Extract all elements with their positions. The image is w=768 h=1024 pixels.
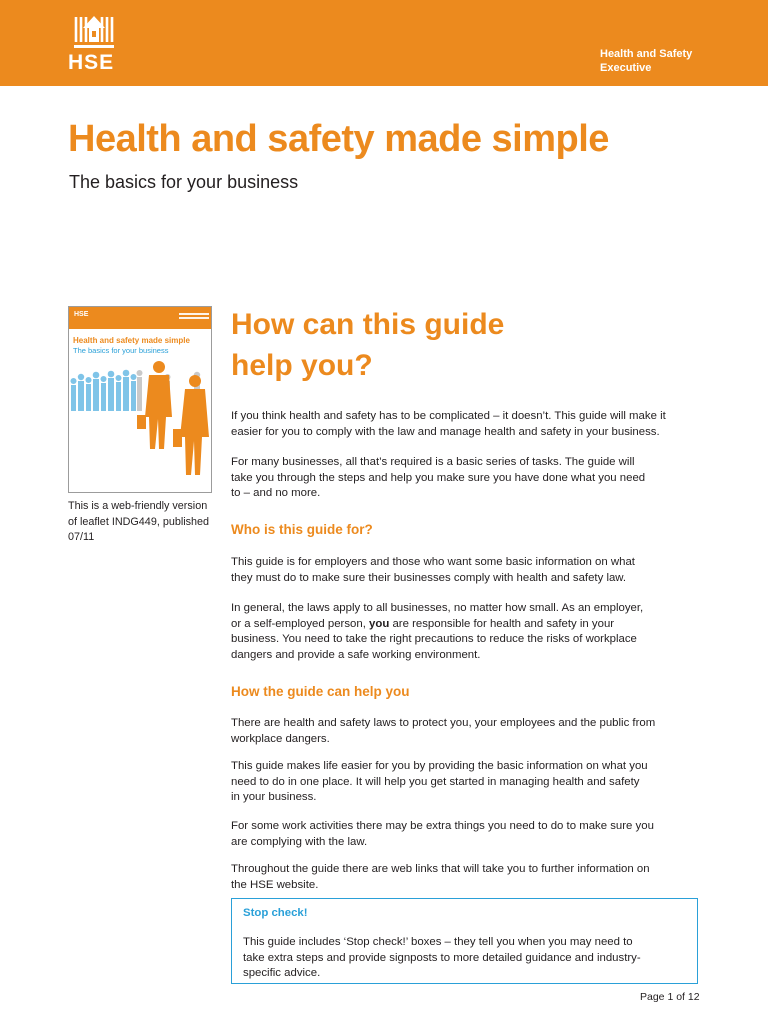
text-line: This guide includes ‘Stop check!’ boxes – they tell you when you may need to [243, 936, 633, 948]
heading-line: How can this guide [231, 308, 505, 341]
cover-org-lines [179, 313, 209, 321]
cover-header-band [69, 307, 211, 329]
page-number: Page 1 of 12 [640, 991, 700, 1003]
text-line: Throughout the guide there are web links that will take you to further information on [231, 863, 650, 875]
how-paragraph-3 [231, 819, 711, 850]
text-line: business. You need to take the right precautions to reduce the risks of workplace [231, 633, 637, 645]
stop-check-text [243, 935, 641, 982]
caption-line: of leaflet INDG449, published [68, 515, 210, 528]
cover-title: Health and safety made simple [73, 336, 190, 345]
stop-check-title: Stop check! [243, 907, 308, 919]
who-paragraph-1 [231, 555, 711, 586]
text-line: workplace dangers. [231, 732, 330, 745]
text-line: take extra steps and provide signposts to more detailed guidance and industry- [243, 951, 641, 964]
text-line: they must do to make sure their businesses comply with health and safety law. [231, 571, 627, 584]
who-paragraph-2 [231, 601, 711, 663]
cover-logo-text: HSE [74, 311, 89, 318]
text-line: specific advice. [243, 967, 321, 979]
text-line: There are health and safety laws to protect you, your employees and the public from [231, 717, 656, 729]
text-line [231, 617, 711, 633]
subheading-how-guide-can-help: How the guide can help you [231, 684, 410, 699]
document-subtitle: The basics for your business [69, 172, 299, 192]
hse-logo-text: HSE [68, 51, 115, 74]
text-fragment: or a self-employed person, [231, 617, 370, 630]
text-line: dangers and provide a safe working environment. [231, 648, 481, 661]
intro-paragraph-2 [231, 455, 711, 502]
text-line: in your business. [231, 791, 317, 803]
text-fragment: are responsible for health and safety in your [389, 617, 615, 630]
how-paragraph-2 [231, 759, 711, 806]
hse-logo-icon [72, 14, 116, 54]
text-line: For many businesses, all that’s required is a basic series of tasks. The guide will [231, 456, 635, 468]
hse-logo [66, 14, 130, 72]
document-title: Health and safety made simple [68, 118, 609, 160]
leaflet-cover-thumbnail [68, 306, 212, 493]
text-line: need to do in one place. It will help you get started in managing health and safety [231, 775, 640, 788]
caption-line: This is a web-friendly version [68, 500, 208, 512]
subheading-who-is-guide-for: Who is this guide for? [231, 522, 373, 537]
header-banner [0, 0, 768, 86]
stop-check-box [231, 898, 698, 984]
section-heading-how-can-guide-help [231, 304, 504, 386]
emphasis-you: you [369, 617, 390, 630]
text-line: take you through the steps and help you make sure you have done what you need [231, 471, 646, 484]
text-line: For some work activities there may be extra things you need to do to make sure you [231, 820, 654, 832]
text-line: In general, the laws apply to all businesses, no matter how small. As an employer, [231, 602, 644, 614]
cover-people-illustration [69, 357, 212, 493]
heading-line: help you? [231, 349, 373, 382]
text-line: If you think health and safety has to be complicated – it doesn’t. This guide will make it [231, 410, 666, 422]
caption-line: 07/11 [68, 531, 95, 543]
org-name-line-2: Executive [600, 62, 652, 74]
org-name-line-1: Health and Safety [600, 48, 693, 60]
text-line: easier for you to comply with the law and manage health and safety in your business. [231, 425, 660, 438]
how-paragraph-4 [231, 862, 711, 893]
text-line: the HSE website. [231, 878, 319, 891]
leaflet-version-note [68, 499, 218, 546]
cover-subtitle: The basics for your business [73, 346, 169, 355]
text-line: to – and no more. [231, 487, 321, 499]
how-paragraph-1 [231, 716, 711, 747]
text-line: This guide makes life easier for you by providing the basic information on what you [231, 760, 648, 772]
text-line: This guide is for employers and those who want some basic information on what [231, 556, 635, 568]
intro-paragraph-1 [231, 409, 711, 440]
text-line: are complying with the law. [231, 835, 368, 848]
organisation-name [600, 47, 740, 75]
